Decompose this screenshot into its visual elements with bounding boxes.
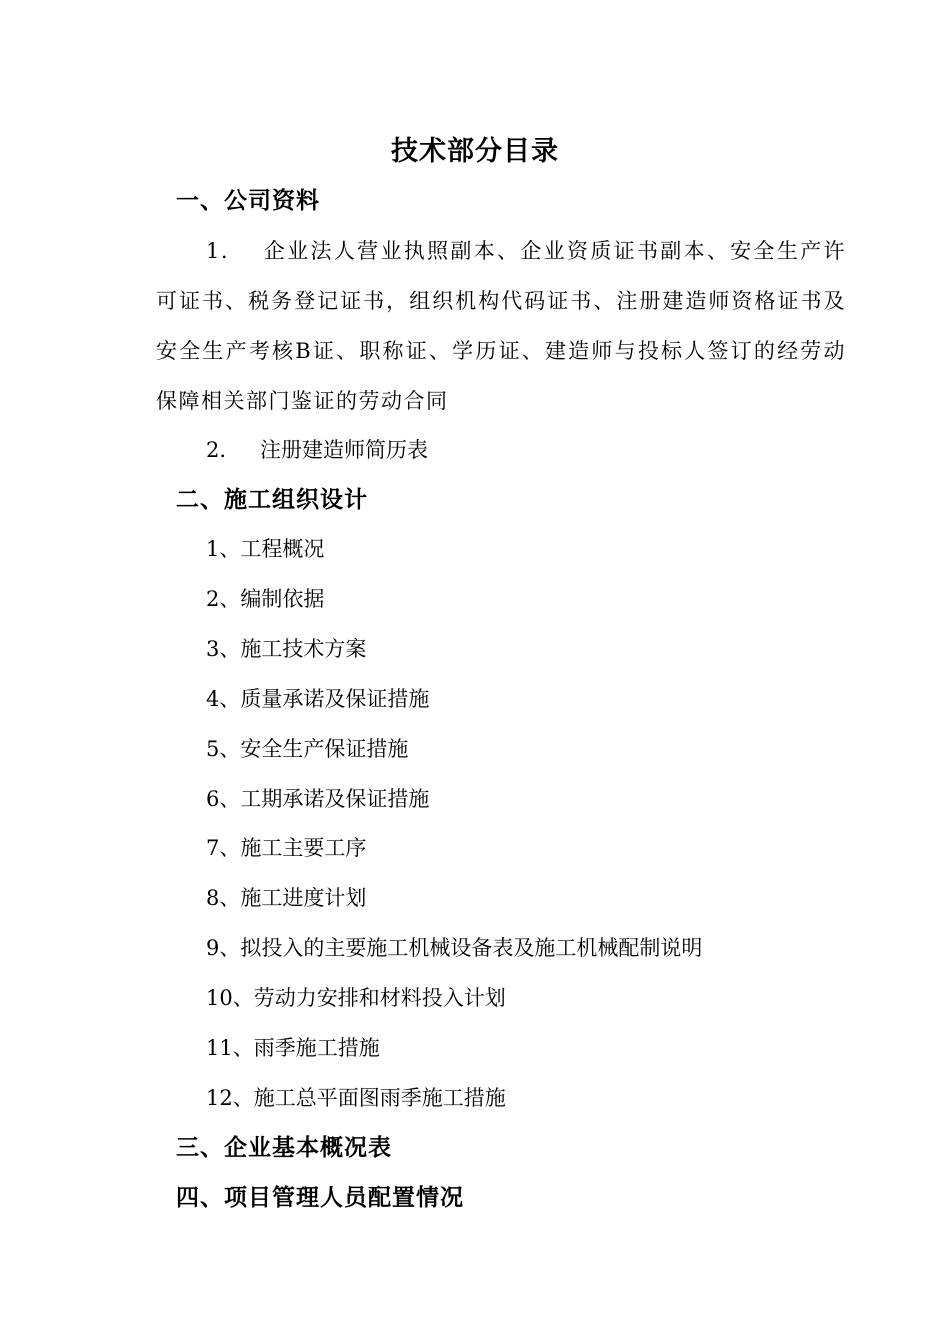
list-item: 8、施工进度计划 [206, 886, 367, 910]
list-item: 7、施工主要工序 [206, 836, 367, 860]
list-item: 12、施工总平面图雨季施工措施 [206, 1086, 506, 1110]
list-item: 11、雨季施工措施 [206, 1036, 380, 1060]
item-number: 2. [206, 438, 227, 462]
section-heading-construction-design: 二、施工组织设计 [176, 486, 368, 513]
list-item: 1、工程概况 [206, 537, 325, 561]
list-item: 6、工期承诺及保证措施 [206, 787, 430, 811]
section-heading-enterprise-overview: 三、企业基本概况表 [176, 1134, 392, 1161]
item-number: 1. [206, 239, 230, 263]
section-heading-project-staffing: 四、项目管理人员配置情况 [176, 1184, 464, 1211]
item-text: 企业法人营业执照副本、企业资质证书副本、安全生产许可证书、税务登记证书，组织机构代码证书、注册建造师资格证书及安全生产考核B证、职称证、学历证、建造师与投标人签订的经劳动保障相关部门鉴证的劳动合同 [156, 239, 846, 413]
list-item: 10、劳动力安排和材料投入计划 [206, 986, 506, 1010]
item-text: 注册建造师简历表 [260, 438, 429, 462]
company-info-item-2 [206, 434, 428, 466]
document-title: 技术部分目录 [391, 136, 559, 167]
list-item: 5、安全生产保证措施 [206, 737, 409, 761]
list-item: 9、拟投入的主要施工机械设备表及施工机械配制说明 [206, 936, 703, 960]
company-info-item-1 [156, 226, 846, 426]
section-heading-company-info: 一、公司资料 [176, 187, 320, 214]
list-item: 4、质量承诺及保证措施 [206, 687, 430, 711]
list-item: 2、编制依据 [206, 587, 325, 611]
list-item: 3、施工技术方案 [206, 637, 367, 661]
